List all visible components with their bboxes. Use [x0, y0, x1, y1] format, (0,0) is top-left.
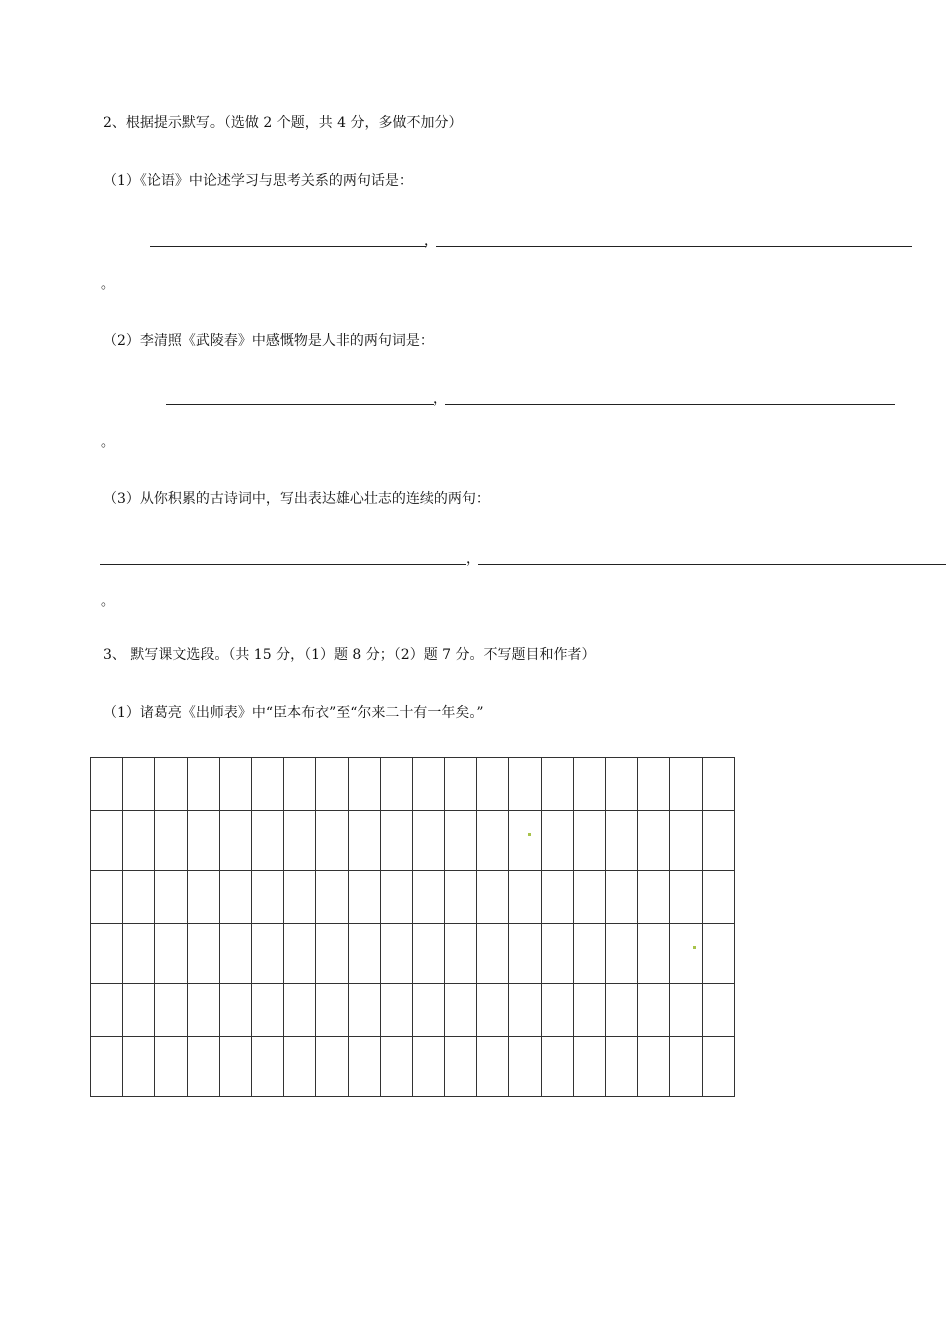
- grid-cell[interactable]: [284, 984, 316, 1037]
- grid-cell[interactable]: [412, 811, 444, 871]
- grid-cell[interactable]: [477, 984, 509, 1037]
- grid-cell[interactable]: [412, 871, 444, 924]
- grid-cell[interactable]: [606, 811, 638, 871]
- grid-cell[interactable]: [702, 984, 734, 1037]
- grid-cell[interactable]: [155, 811, 187, 871]
- grid-cell[interactable]: [638, 871, 670, 924]
- grid-cell[interactable]: [219, 1037, 251, 1097]
- grid-cell[interactable]: [316, 871, 348, 924]
- grid-cell[interactable]: [316, 984, 348, 1037]
- grid-cell[interactable]: [219, 811, 251, 871]
- grid-cell[interactable]: [91, 924, 123, 984]
- grid-cell[interactable]: [477, 924, 509, 984]
- grid-cell[interactable]: [670, 758, 702, 811]
- grid-cell[interactable]: [284, 811, 316, 871]
- grid-cell[interactable]: [573, 758, 605, 811]
- grid-cell[interactable]: [477, 871, 509, 924]
- grid-cell[interactable]: [219, 871, 251, 924]
- grid-row: [91, 758, 735, 811]
- grid-cell[interactable]: [251, 811, 283, 871]
- grid-row: [91, 924, 735, 984]
- grid-cell[interactable]: [348, 924, 380, 984]
- grid-cell[interactable]: [509, 811, 541, 871]
- grid-cell[interactable]: [477, 1037, 509, 1097]
- q2-item3-comma: ，: [466, 551, 480, 567]
- grid-cell[interactable]: [670, 1037, 702, 1097]
- grid-cell[interactable]: [445, 1037, 477, 1097]
- grid-cell[interactable]: [91, 871, 123, 924]
- question-3-title: 3、 默写课文选段。（共 15 分，（1）题 8 分；（2）题 7 分。不写题目和作者）: [103, 647, 596, 663]
- grid-cell[interactable]: [91, 984, 123, 1037]
- q2-item2-comma: ，: [433, 391, 447, 407]
- grid-cell[interactable]: [573, 1037, 605, 1097]
- grid-cell[interactable]: [316, 811, 348, 871]
- grid-cell[interactable]: [670, 984, 702, 1037]
- grid-cell[interactable]: [509, 758, 541, 811]
- q2-item1-prompt: （1）《论语》中论述学习与思考关系的两句话是：: [103, 173, 413, 189]
- q2-item1-answer-blank-1[interactable]: [150, 246, 426, 247]
- grid-cell[interactable]: [123, 924, 155, 984]
- grid-cell[interactable]: [541, 758, 573, 811]
- grid-cell[interactable]: [123, 871, 155, 924]
- grid-cell[interactable]: [638, 924, 670, 984]
- grid-cell[interactable]: [638, 758, 670, 811]
- grid-row: [91, 984, 735, 1037]
- q2-item1-answer-blank-2[interactable]: [436, 246, 912, 247]
- grid-cell[interactable]: [509, 984, 541, 1037]
- grid-cell[interactable]: [155, 1037, 187, 1097]
- grid-cell[interactable]: [638, 1037, 670, 1097]
- grid-cell[interactable]: [573, 871, 605, 924]
- grid-cell[interactable]: [606, 758, 638, 811]
- q2-item2-prompt: （2）李清照《武陵春》中感慨物是人非的两句词是：: [103, 333, 434, 349]
- grid-cell[interactable]: [91, 1037, 123, 1097]
- grid-cell[interactable]: [155, 924, 187, 984]
- grid-cell[interactable]: [702, 871, 734, 924]
- q2-item2-answer-blank-1[interactable]: [166, 404, 434, 405]
- grid-cell[interactable]: [284, 1037, 316, 1097]
- grid-cell[interactable]: [541, 924, 573, 984]
- grid-cell[interactable]: [284, 871, 316, 924]
- grid-cell[interactable]: [380, 758, 412, 811]
- q2-item3-period: 。: [101, 594, 115, 609]
- grid-cell[interactable]: [123, 758, 155, 811]
- grid-cell[interactable]: [412, 758, 444, 811]
- grid-cell[interactable]: [316, 924, 348, 984]
- q2-item2-answer-blank-2[interactable]: [445, 404, 895, 405]
- grid-cell[interactable]: [638, 811, 670, 871]
- grid-cell[interactable]: [380, 984, 412, 1037]
- grid-marker-dot: [528, 833, 531, 836]
- grid-cell[interactable]: [380, 924, 412, 984]
- grid-cell[interactable]: [91, 811, 123, 871]
- grid-cell[interactable]: [348, 871, 380, 924]
- grid-cell[interactable]: [155, 758, 187, 811]
- q2-item1-period: 。: [101, 277, 115, 292]
- grid-cell[interactable]: [348, 811, 380, 871]
- grid-cell[interactable]: [477, 758, 509, 811]
- grid-cell[interactable]: [251, 984, 283, 1037]
- grid-cell[interactable]: [606, 1037, 638, 1097]
- grid-cell[interactable]: [445, 924, 477, 984]
- grid-cell[interactable]: [219, 984, 251, 1037]
- grid-cell[interactable]: [187, 871, 219, 924]
- grid-cell[interactable]: [573, 984, 605, 1037]
- grid-cell[interactable]: [123, 1037, 155, 1097]
- grid-cell[interactable]: [445, 984, 477, 1037]
- grid-cell[interactable]: [284, 758, 316, 811]
- grid-cell[interactable]: [187, 924, 219, 984]
- grid-cell[interactable]: [348, 758, 380, 811]
- grid-cell[interactable]: [702, 758, 734, 811]
- q2-item3-answer-blank-1[interactable]: [100, 564, 466, 565]
- grid-cell[interactable]: [509, 871, 541, 924]
- q2-item3-prompt: （3）从你积累的古诗词中，写出表达雄心壮志的连续的两句：: [103, 491, 490, 507]
- grid-cell[interactable]: [348, 984, 380, 1037]
- grid-row: [91, 871, 735, 924]
- q2-item3-answer-blank-2[interactable]: [478, 564, 946, 565]
- grid-cell[interactable]: [638, 984, 670, 1037]
- grid-row: [91, 811, 735, 871]
- grid-cell[interactable]: [509, 1037, 541, 1097]
- grid-cell[interactable]: [670, 924, 702, 984]
- grid-cell[interactable]: [477, 811, 509, 871]
- grid-cell[interactable]: [380, 871, 412, 924]
- grid-cell[interactable]: [606, 984, 638, 1037]
- grid-cell[interactable]: [187, 984, 219, 1037]
- grid-cell[interactable]: [445, 871, 477, 924]
- grid-cell[interactable]: [541, 811, 573, 871]
- grid-cell[interactable]: [573, 924, 605, 984]
- grid-row: [91, 1037, 735, 1097]
- grid-cell[interactable]: [316, 1037, 348, 1097]
- grid-cell[interactable]: [702, 924, 734, 984]
- grid-cell[interactable]: [316, 758, 348, 811]
- grid-cell[interactable]: [702, 1037, 734, 1097]
- grid-cell[interactable]: [412, 1037, 444, 1097]
- grid-cell[interactable]: [606, 924, 638, 984]
- grid-cell[interactable]: [541, 871, 573, 924]
- grid-cell[interactable]: [670, 811, 702, 871]
- grid-cell[interactable]: [91, 758, 123, 811]
- q2-item1-comma: ，: [424, 233, 438, 249]
- grid-cell[interactable]: [702, 811, 734, 871]
- q3-item1-prompt: （1）诸葛亮《出师表》中“臣本布衣”至“尔来二十有一年矣。”: [103, 705, 484, 721]
- grid-cell[interactable]: [509, 924, 541, 984]
- grid-cell[interactable]: [155, 871, 187, 924]
- grid-cell[interactable]: [251, 1037, 283, 1097]
- grid-cell[interactable]: [348, 1037, 380, 1097]
- grid-cell[interactable]: [380, 1037, 412, 1097]
- grid-cell[interactable]: [670, 871, 702, 924]
- grid-cell[interactable]: [412, 924, 444, 984]
- q2-item2-period: 。: [101, 435, 115, 450]
- grid-cell[interactable]: [251, 758, 283, 811]
- grid-cell[interactable]: [380, 811, 412, 871]
- grid-cell[interactable]: [187, 758, 219, 811]
- grid-marker-dot: [693, 946, 696, 949]
- writing-grid[interactable]: [90, 757, 735, 1097]
- grid-cell[interactable]: [123, 811, 155, 871]
- grid-cell[interactable]: [541, 984, 573, 1037]
- grid-cell[interactable]: [412, 984, 444, 1037]
- grid-cell[interactable]: [187, 1037, 219, 1097]
- grid-cell[interactable]: [284, 924, 316, 984]
- grid-cell[interactable]: [251, 871, 283, 924]
- grid-cell[interactable]: [187, 811, 219, 871]
- grid-cell[interactable]: [155, 984, 187, 1037]
- grid-cell[interactable]: [445, 811, 477, 871]
- grid-cell[interactable]: [219, 924, 251, 984]
- grid-cell[interactable]: [251, 924, 283, 984]
- grid-cell[interactable]: [606, 871, 638, 924]
- question-2-title: 2、根据提示默写。（选做 2 个题，共 4 分，多做不加分）: [103, 115, 463, 131]
- grid-cell[interactable]: [445, 758, 477, 811]
- grid-cell[interactable]: [573, 811, 605, 871]
- grid-cell[interactable]: [123, 984, 155, 1037]
- grid-cell[interactable]: [541, 1037, 573, 1097]
- grid-cell[interactable]: [219, 758, 251, 811]
